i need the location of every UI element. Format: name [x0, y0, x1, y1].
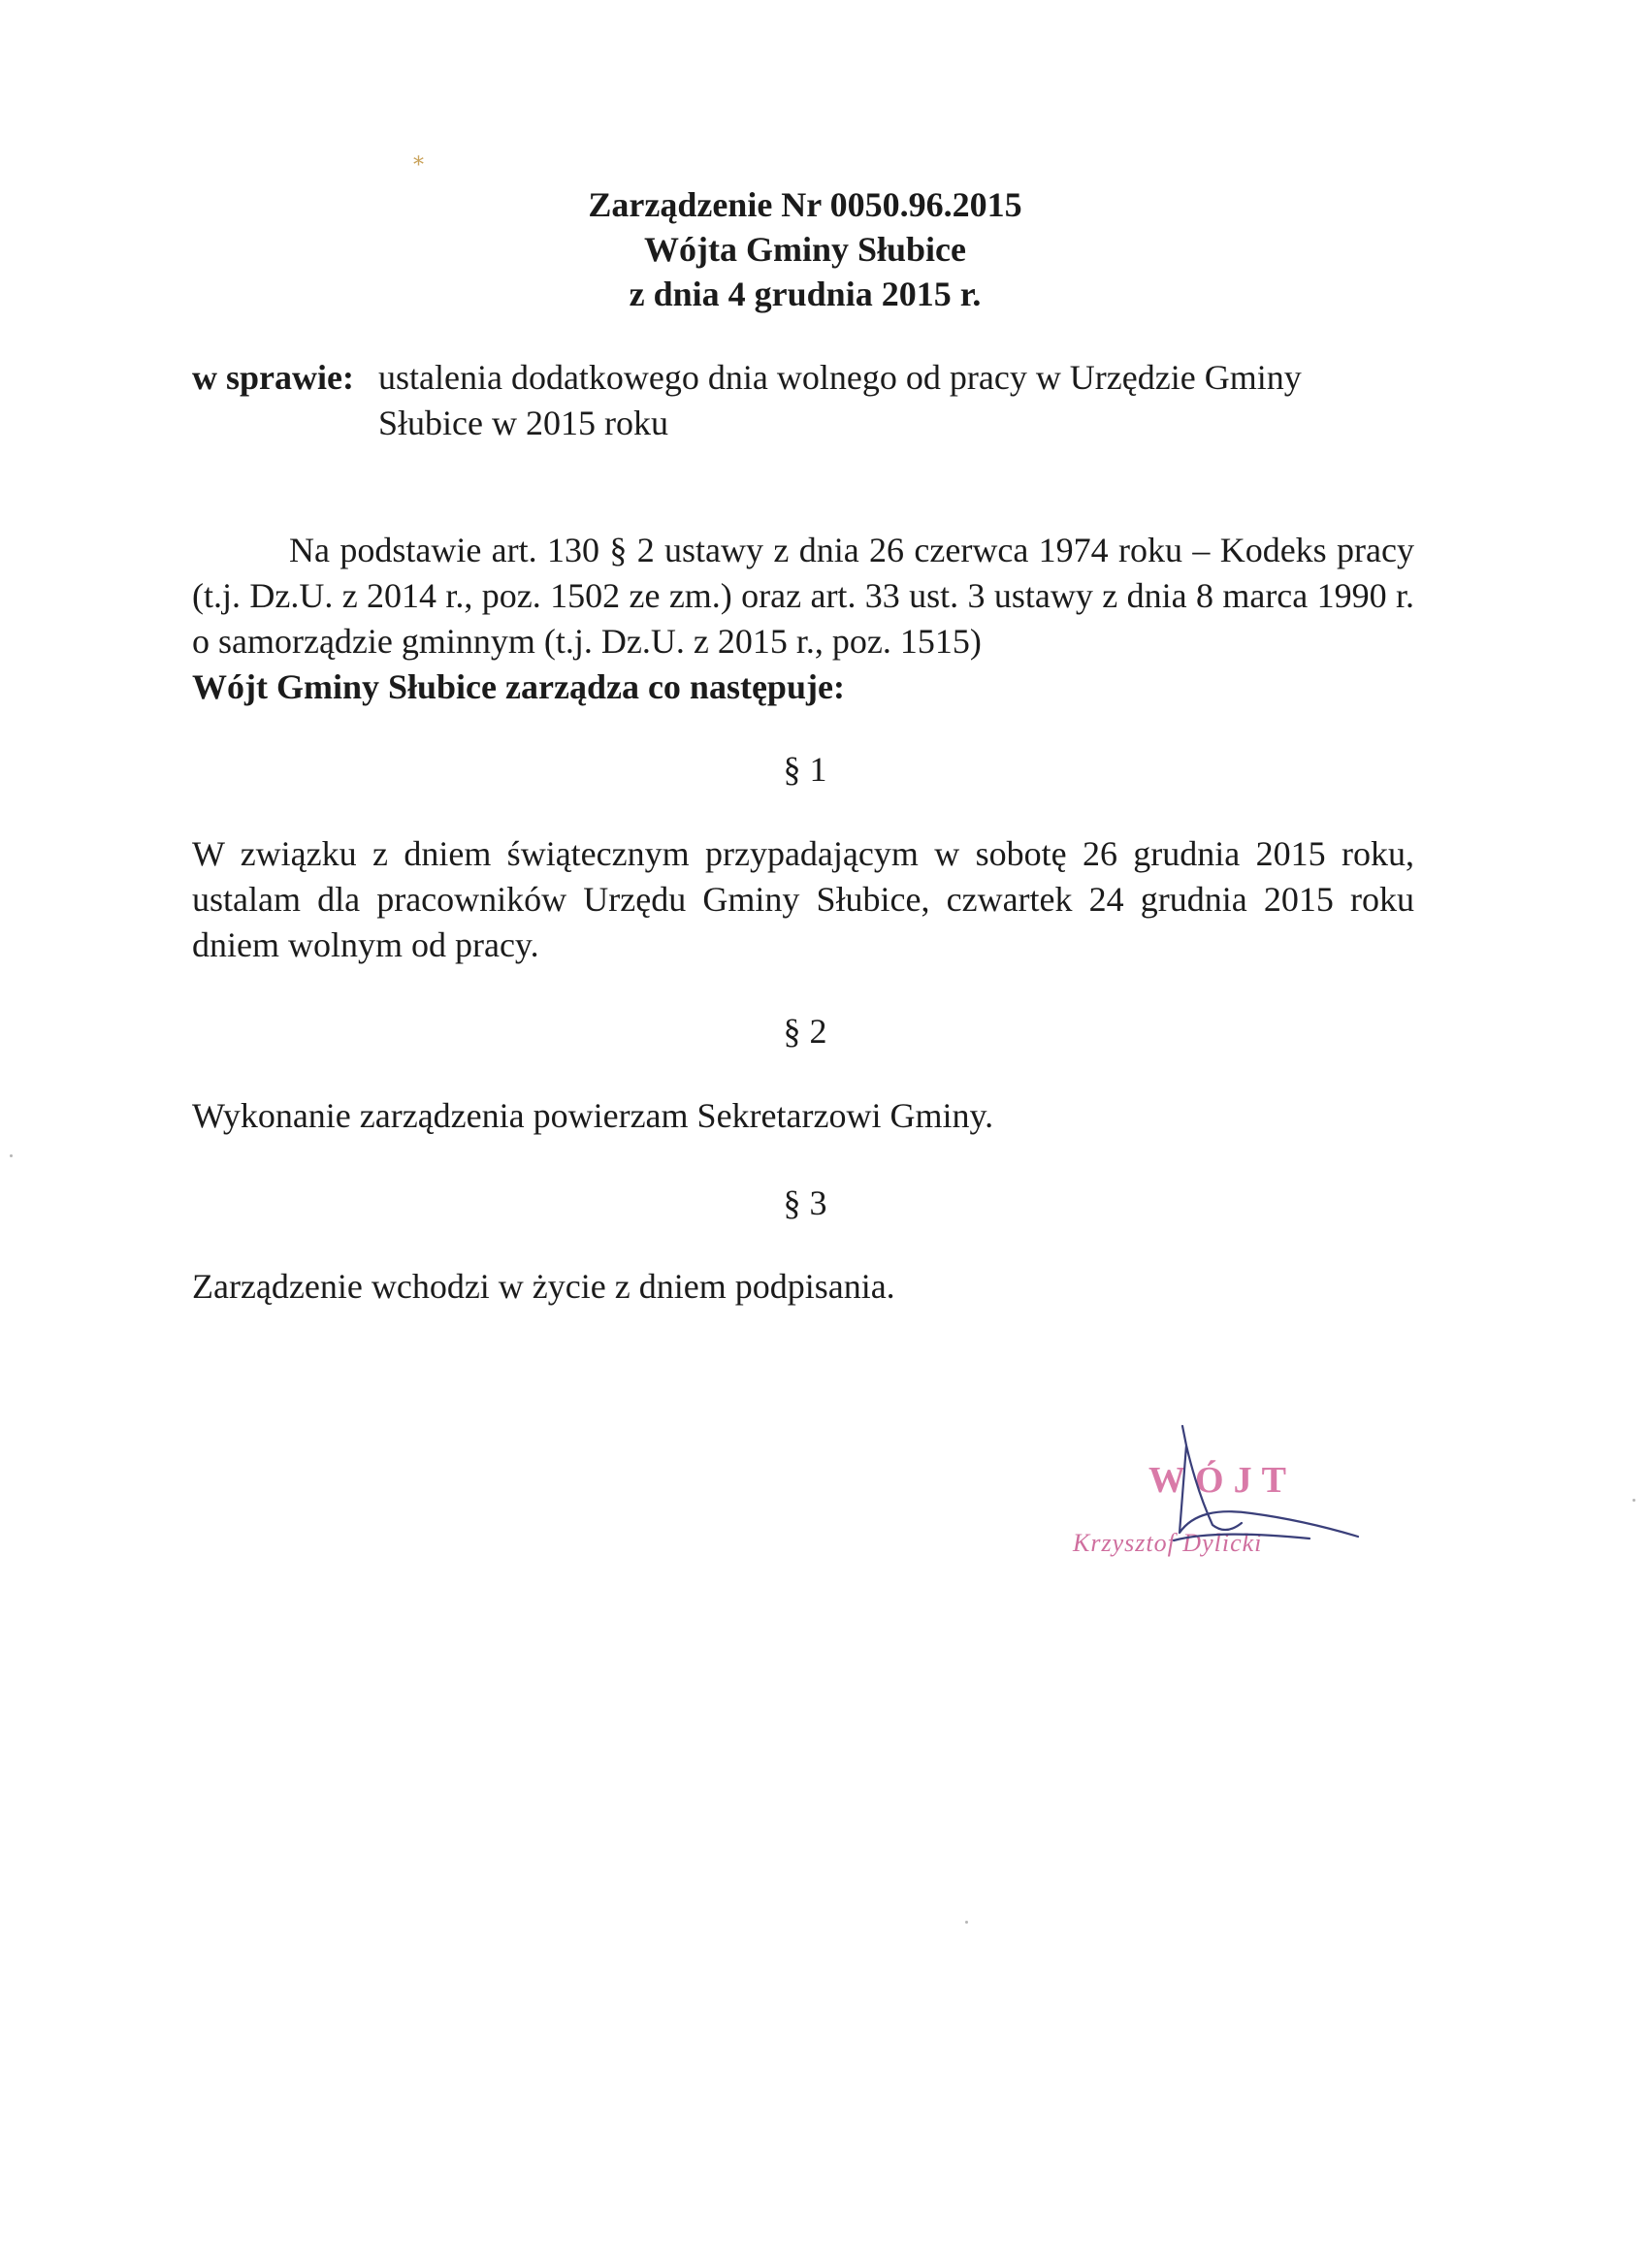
paragraph-2-sign: § 2 [783, 1012, 827, 1051]
legal-basis [192, 528, 1414, 710]
subject-text: ustalenia dodatkowego dnia wolnego od pracy w Urzędzie Gminy Słubice w 2015 roku [378, 358, 1302, 442]
subject-label: w sprawie: [192, 358, 354, 397]
order-statement: Wójt Gminy Słubice zarządza co następuje: [192, 667, 845, 706]
scan-speck: ⁎ [413, 146, 424, 170]
paragraph-3-sign: § 3 [783, 1183, 827, 1222]
scan-dot [1633, 1499, 1635, 1502]
scan-dot [10, 1154, 13, 1157]
issuer: Wójta Gminy Słubice [643, 230, 966, 269]
paragraph-1-text: W związku z dniem świątecznym przypadającym w sobotę 26 grudnia 2015 roku, ustalam dla pracowników Urzędu Gminy Słubice, czwartek 24 grudnia 2015 roku dniem wolnym od pracy. [192, 834, 1414, 964]
ordinance-number: Zarządzenie Nr 0050.96.2015 [588, 185, 1022, 224]
signature-stamp [1057, 1416, 1377, 1571]
legal-basis-text: Na podstawie art. 130 § 2 ustawy z dnia 26 czerwca 1974 roku – Kodeks pracy (t.j. Dz.U. z 2014 r., poz. 1502 ze zm.) oraz art. 33 ust. 3 ustawy z dnia 8 marca 1990 r. o samorządzie gminnym (t.j. Dz.U. z 2015 r., poz. 1515) [192, 531, 1414, 661]
paragraph-3-text: Zarządzenie wchodzi w życie z dniem podpisania. [192, 1267, 895, 1306]
stamp-title: WÓJT [1148, 1460, 1296, 1501]
issue-date: z dnia 4 grudnia 2015 r. [629, 275, 982, 313]
document-header [466, 182, 1145, 316]
subject-block [192, 355, 1414, 446]
paragraph-1-sign: § 1 [783, 750, 827, 789]
stamp-name: Krzysztof Dylicki [1073, 1529, 1263, 1557]
paragraph-2-text: Wykonanie zarządzenia powierzam Sekretarzowi Gminy. [192, 1096, 994, 1135]
scan-dot [965, 1921, 968, 1924]
handwritten-signature [1057, 1416, 1377, 1571]
